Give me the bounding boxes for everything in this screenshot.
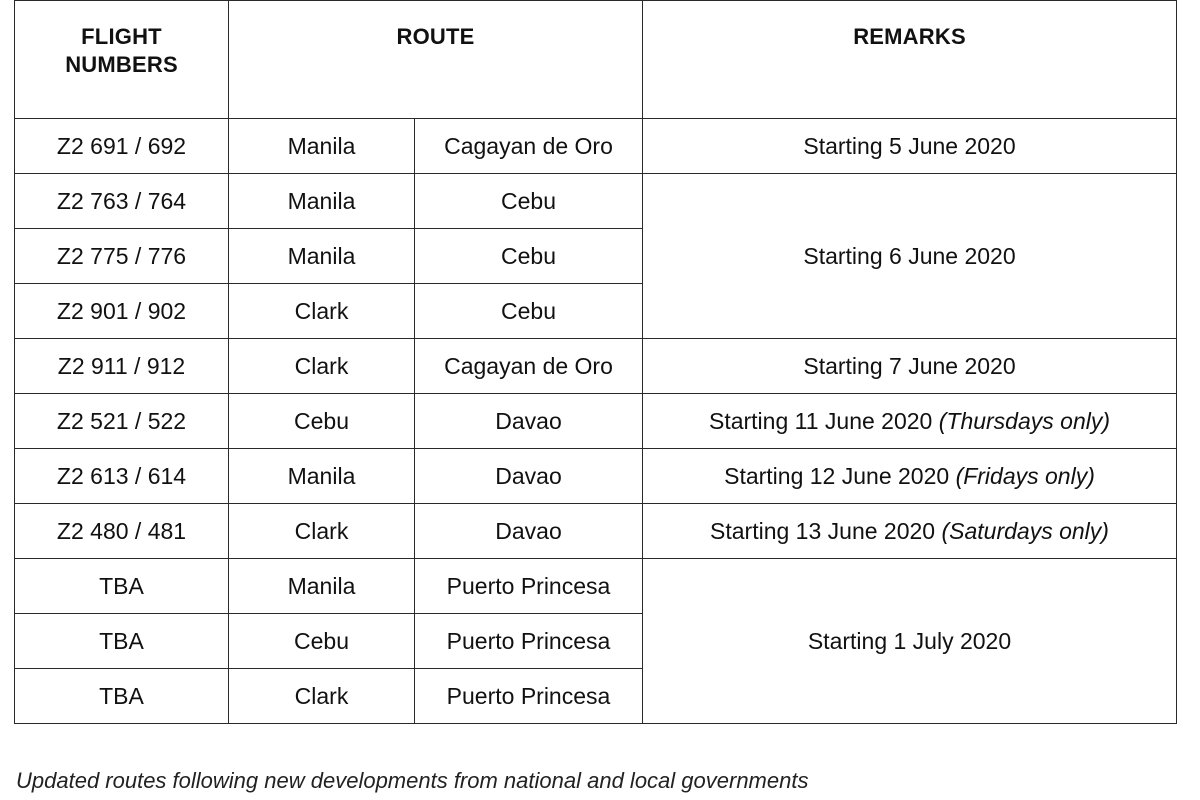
remarks-text: Starting 6 June 2020 [803,242,1016,269]
route-destination-cell: Puerto Princesa [415,614,643,669]
header-flight-numbers: FLIGHT NUMBERS [15,1,229,119]
route-origin-cell: Manila [229,174,415,229]
flight-number-cell: Z2 901 / 902 [15,284,229,339]
flight-number-cell: Z2 763 / 764 [15,174,229,229]
remarks-cell [643,449,1177,504]
route-destination-cell: Cagayan de Oro [415,119,643,174]
flight-number-cell: Z2 691 / 692 [15,119,229,174]
remarks-cell [643,559,1177,724]
route-destination-cell: Puerto Princesa [415,669,643,724]
flight-schedule-table [14,0,1177,724]
route-origin-cell: Clark [229,504,415,559]
remarks-cell [643,119,1177,174]
flight-number-cell: Z2 775 / 776 [15,229,229,284]
flight-number-cell: Z2 480 / 481 [15,504,229,559]
remarks-cell [643,394,1177,449]
flight-number-cell: Z2 521 / 522 [15,394,229,449]
table-row [15,394,1177,449]
remarks-cell [643,339,1177,394]
route-origin-cell: Clark [229,669,415,724]
remarks-text: Starting 5 June 2020 [803,132,1016,159]
route-origin-cell: Manila [229,449,415,504]
remarks-text: Starting 7 June 2020 [803,352,1016,379]
remarks-text: Starting 11 June 2020 [708,407,939,434]
route-destination-cell: Cebu [415,284,643,339]
route-destination-cell: Davao [415,504,643,559]
table-row [15,339,1177,394]
route-origin-cell: Manila [229,229,415,284]
route-destination-cell: Davao [415,394,643,449]
remarks-text: Starting 1 July 2020 [807,627,1012,654]
remarks-note: (Thursdays only) [938,407,1111,434]
table-row [15,174,1177,229]
remarks-text: Starting 12 June 2020 [724,462,956,489]
route-origin-cell: Manila [229,119,415,174]
flight-number-cell: Z2 911 / 912 [15,339,229,394]
flight-number-cell: TBA [15,669,229,724]
table-row [15,504,1177,559]
remarks-note: (Saturdays only) [941,517,1109,544]
remarks-cell [643,174,1177,339]
route-destination-cell: Cagayan de Oro [415,339,643,394]
route-origin-cell: Cebu [229,614,415,669]
route-origin-cell: Clark [229,339,415,394]
header-remarks: REMARKS [643,1,1177,119]
remarks-text: Starting 13 June 2020 [710,517,942,544]
table-header-row [15,1,1177,119]
flight-number-cell: TBA [15,559,229,614]
route-destination-cell: Cebu [415,229,643,284]
remarks-cell [643,504,1177,559]
route-origin-cell: Clark [229,284,415,339]
table-row [15,449,1177,504]
table-caption: Updated routes following new developments from national and local governments [16,768,809,793]
remarks-note: (Fridays only) [955,462,1095,489]
flight-number-cell: Z2 613 / 614 [15,449,229,504]
route-origin-cell: Cebu [229,394,415,449]
route-destination-cell: Davao [415,449,643,504]
header-route: ROUTE [229,1,643,119]
route-destination-cell: Cebu [415,174,643,229]
table-row [15,559,1177,614]
table-row [15,119,1177,174]
route-origin-cell: Manila [229,559,415,614]
flight-number-cell: TBA [15,614,229,669]
route-destination-cell: Puerto Princesa [415,559,643,614]
